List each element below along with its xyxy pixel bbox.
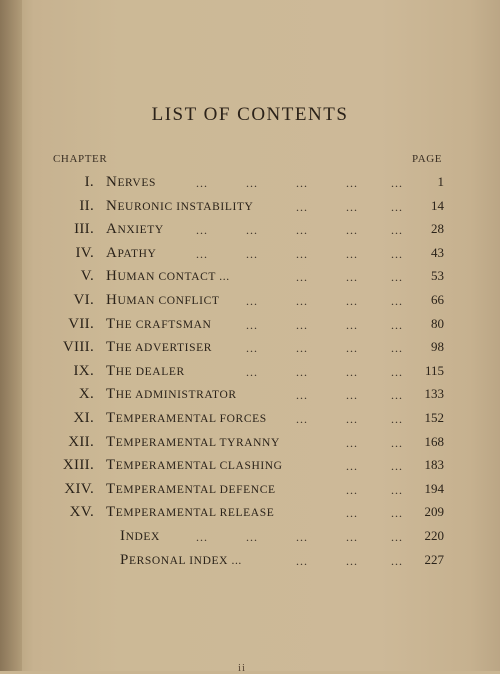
chapter-title [106, 339, 212, 356]
chapter-number: III. [74, 221, 94, 237]
chapter-title-initial: I [120, 528, 126, 544]
page-reference: 209 [424, 504, 444, 519]
contents-entry: XIV. TEMPERAMENTAL DEFENCE ... ... 194 [0, 481, 500, 503]
chapter-title-initial: T [106, 339, 116, 355]
contents-entry: X. THE ADMINISTRATOR ... ... ... 133 [0, 386, 500, 408]
chapter-title-rest: UMAN CONFLICT [117, 295, 220, 307]
chapter-title-initial: H [106, 268, 118, 284]
page-reference: 152 [424, 410, 444, 425]
chapter-title [106, 434, 280, 451]
chapter-title-initial: T [106, 457, 116, 473]
page-reference: 80 [431, 316, 444, 331]
chapter-title-initial: T [106, 504, 116, 520]
chapter-title-initial: T [106, 363, 116, 379]
page-reference: 43 [431, 245, 444, 260]
chapter-title-initial: A [106, 221, 118, 237]
chapter-title [120, 552, 242, 569]
page-reference: 1 [437, 174, 444, 189]
chapter-number: XIII. [62, 457, 94, 473]
chapter-number: I. [84, 174, 94, 190]
chapter-title-initial: P [120, 552, 129, 568]
chapter-column-header: CHAPTER [53, 153, 108, 165]
chapter-title-initial: H [106, 292, 118, 308]
contents-entry: VI. HUMAN CONFLICT ... ... ... ... 66 [0, 292, 500, 314]
chapter-title-rest: EMPERAMENTAL TYRANNY [115, 437, 280, 449]
chapter-title-initial: T [106, 386, 116, 402]
chapter-title [106, 245, 156, 262]
chapter-title-rest: EURONIC INSTABILITY [117, 201, 254, 213]
chapter-number: XI. [73, 410, 94, 426]
chapter-title-rest: HE CRAFTSMAN [115, 319, 212, 331]
page-reference: 183 [424, 457, 444, 472]
page-title: LIST OF CONTENTS [151, 104, 349, 125]
contents-entry: XV. TEMPERAMENTAL RELEASE ... ... 209 [0, 504, 500, 526]
contents-entry: XI. TEMPERAMENTAL FORCES ... ... ... 152 [0, 410, 500, 432]
page-reference: 53 [431, 268, 444, 283]
contents-entry: IX. THE DEALER ... ... ... ... 115 [0, 363, 500, 385]
chapter-title-rest: ERVES [117, 177, 156, 189]
chapter-title [106, 174, 156, 191]
page-reference: 133 [424, 386, 444, 401]
page-reference: 220 [424, 528, 444, 543]
chapter-title [106, 198, 253, 215]
contents-entry: VIII. THE ADVERTISER ... ... ... ... 98 [0, 339, 500, 361]
chapter-title-rest: PATHY [117, 248, 157, 260]
chapter-title [106, 386, 237, 403]
page-reference: 227 [424, 552, 444, 567]
chapter-title-initial: N [106, 198, 118, 214]
chapter-title [106, 457, 283, 474]
page-number: ii [238, 662, 247, 674]
chapter-title-rest: NXIETY [117, 224, 164, 236]
chapter-title-initial: T [106, 481, 116, 497]
chapter-number: VIII. [62, 339, 94, 355]
contents-entry: V. HUMAN CONTACT ... ... ... ... 53 [0, 268, 500, 290]
chapter-title-rest: HE ADMINISTRATOR [115, 389, 237, 401]
chapter-number: IV. [75, 245, 94, 261]
contents-entry: III. ANXIETY ... ... ... ... ... 28 [0, 221, 500, 243]
chapter-title-initial: A [106, 245, 118, 261]
contents-entry: XII. TEMPERAMENTAL TYRANNY ... ... 168 [0, 434, 500, 456]
chapter-title-rest: EMPERAMENTAL RELEASE [115, 507, 275, 519]
chapter-title [106, 316, 211, 333]
chapter-title-initial: T [106, 434, 116, 450]
page-reference: 28 [431, 221, 444, 236]
contents-entry: II. NEURONIC INSTABILITY ... ... ... 14 [0, 198, 500, 220]
chapter-number: XIV. [64, 481, 94, 497]
chapter-title [106, 363, 185, 380]
contents-entry: INDEX ... ... ... ... ... 220 [120, 528, 444, 544]
chapter-title-rest: HE DEALER [115, 366, 185, 378]
page-reference: 194 [424, 481, 444, 496]
chapter-title [106, 268, 230, 285]
chapter-title-rest: EMPERAMENTAL DEFENCE [115, 484, 276, 496]
page-reference: 66 [431, 292, 444, 307]
chapter-number: X. [78, 386, 94, 402]
contents-entry: IV. APATHY ... ... ... ... ... 43 [0, 245, 500, 267]
chapter-number: XV. [69, 504, 94, 520]
chapter-title-initial: N [106, 174, 118, 190]
chapter-title-rest: EMPERAMENTAL CLASHING [115, 460, 283, 472]
page-reference: 115 [424, 363, 444, 378]
contents-entry: PERSONAL INDEX ... ... ... ... 227 [120, 552, 444, 568]
chapter-title-rest: EMPERAMENTAL FORCES [115, 413, 267, 425]
chapter-title [106, 292, 219, 309]
page-reference: 14 [431, 198, 444, 213]
chapter-number: II. [79, 198, 94, 214]
chapter-title-rest: HE ADVERTISER [115, 342, 212, 354]
chapter-number: VII. [68, 316, 94, 332]
chapter-title-initial: T [106, 316, 116, 332]
page-reference: 168 [424, 434, 444, 449]
contents-entry: XIII. TEMPERAMENTAL CLASHING ... ... 183 [0, 457, 500, 479]
chapter-title [106, 481, 276, 498]
chapter-title [106, 410, 267, 427]
contents-entry: I. NERVES ... ... ... ... ... 1 [0, 174, 500, 196]
chapter-title-initial: T [106, 410, 116, 426]
contents-entry: VII. THE CRAFTSMAN ... ... ... ... 80 [0, 316, 500, 338]
chapter-title [120, 528, 160, 545]
chapter-title [106, 504, 274, 521]
chapter-title-rest: UMAN CONTACT ... [117, 271, 230, 283]
chapter-number: XII. [68, 434, 94, 450]
page-reference: 98 [431, 339, 444, 354]
chapter-number: VI. [73, 292, 94, 308]
page-column-header: PAGE [412, 153, 443, 165]
chapter-title [106, 221, 164, 238]
chapter-number: IX. [73, 363, 94, 379]
chapter-title-rest: NDEX [125, 531, 160, 543]
chapter-number: V. [80, 268, 94, 284]
chapter-title-rest: ERSONAL INDEX ... [128, 555, 242, 567]
